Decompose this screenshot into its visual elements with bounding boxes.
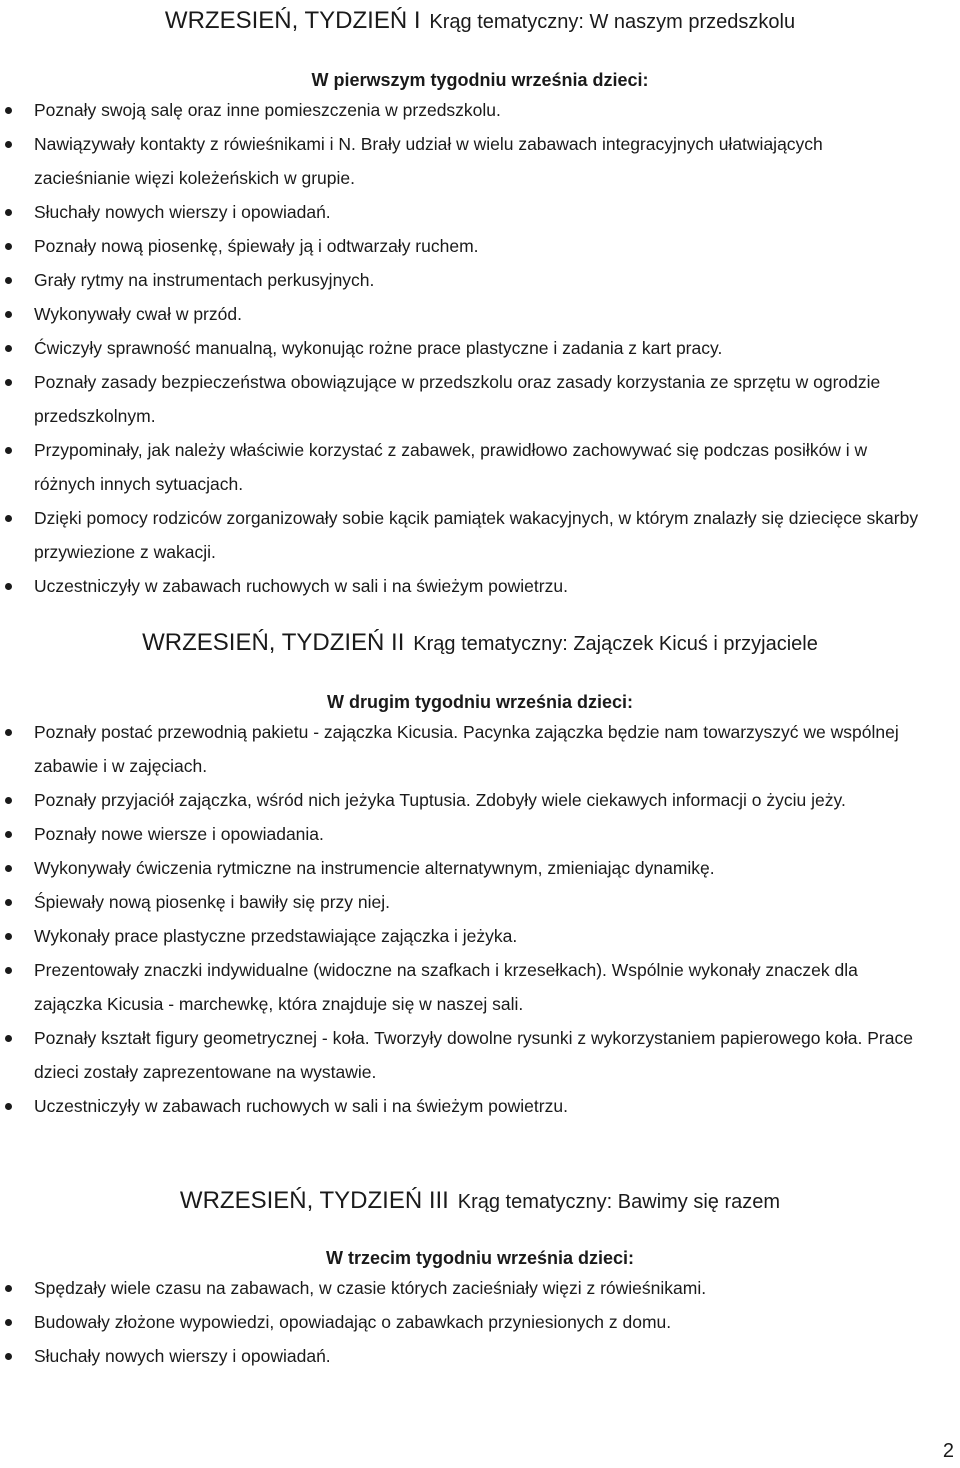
list-item: Budowały złożone wypowiedzi, opowiadając o zabawkach przyniesionych z domu. <box>0 1305 960 1339</box>
week-2-list <box>0 715 960 1123</box>
page-number: 2 <box>942 1440 954 1462</box>
week-1-heading-theme: Krąg tematyczny: W naszym przedszkolu <box>429 11 796 33</box>
list-item: Poznały kształt figury geometrycznej - koła. Tworzyły dowolne rysunki z wykorzystaniem papierowego koła. Prace dzieci zostały zaprezentowane na wystawie. <box>0 1021 960 1089</box>
list-item: Prezentowały znaczki indywidualne (widoczne na szafkach i krzesełkach). Wspólnie wykonały znaczek dla zajączka Kicusia - marchewkę, która znajduje się w naszej sali. <box>0 953 960 1021</box>
list-item: Ćwiczyły sprawność manualną, wykonując rożne prace plastyczne i zadania z kart pracy. <box>0 331 960 365</box>
list-item: Dzięki pomocy rodziców zorganizowały sobie kącik pamiątek wakacyjnych, w którym znalazły się dziecięce skarby przywiezione z wakacji. <box>0 501 960 569</box>
week-2-heading <box>0 622 960 661</box>
week-1-intro: W pierwszym tygodniu września dzieci: <box>311 70 649 90</box>
week-2-heading-main: WRZESIEŃ, TYDZIEŃ II <box>142 629 405 656</box>
list-item: Wykonywały cwał w przód. <box>0 297 960 331</box>
week-3-heading-main: WRZESIEŃ, TYDZIEŃ III <box>179 1187 449 1214</box>
week-2-intro: W drugim tygodniu września dzieci: <box>326 692 634 712</box>
list-item: Poznały nową piosenkę, śpiewały ją i odtwarzały ruchem. <box>0 229 960 263</box>
list-item: Wykonały prace plastyczne przedstawiające zajączka i jeżyka. <box>0 919 960 953</box>
list-item: Poznały postać przewodnią pakietu - zajączka Kicusia. Pacynka zajączka będzie nam towarzyszyć we wspólnej zabawie i w zajęciach. <box>0 715 960 783</box>
list-item: Poznały nowe wiersze i opowiadania. <box>0 817 960 851</box>
list-item: Poznały przyjaciół zajączka, wśród nich jeżyka Tuptusia. Zdobyły wiele ciekawych informacji o życiu jeży. <box>0 783 960 817</box>
list-item: Uczestniczyły w zabawach ruchowych w sali i na świeżym powietrzu. <box>0 569 960 603</box>
list-item: Nawiązywały kontakty z rówieśnikami i N. Brały udział w wielu zabawach integracyjnych ułatwiających zacieśnianie więzi koleżeńskich w grupie. <box>0 127 960 195</box>
list-item: Uczestniczyły w zabawach ruchowych w sali i na świeżym powietrzu. <box>0 1089 960 1123</box>
week-2-heading-theme: Krąg tematyczny: Zajączek Kicuś i przyjaciele <box>413 633 818 655</box>
list-item: Śpiewały nową piosenkę i bawiły się przy niej. <box>0 885 960 919</box>
list-item: Poznały zasady bezpieczeństwa obowiązujące w przedszkolu oraz zasady korzystania ze sprzętu w ogrodzie przedszkolnym. <box>0 365 960 433</box>
list-item: Grały rytmy na instrumentach perkusyjnych. <box>0 263 960 297</box>
week-3-list <box>0 1271 960 1373</box>
week-3-heading <box>0 1180 960 1219</box>
week-1-section <box>0 0 960 603</box>
list-item: Słuchały nowych wierszy i opowiadań. <box>0 1339 960 1373</box>
list-item: Przypominały, jak należy właściwie korzystać z zabawek, prawidłowo zachowywać się podczas posiłków i w różnych innych sytuacjach. <box>0 433 960 501</box>
list-item: Słuchały nowych wierszy i opowiadań. <box>0 195 960 229</box>
week-1-heading-main: WRZESIEŃ, TYDZIEŃ I <box>164 7 421 34</box>
list-item: Poznały swoją salę oraz inne pomieszczenia w przedszkolu. <box>0 93 960 127</box>
week-1-list <box>0 93 960 603</box>
week-1-heading <box>0 0 960 37</box>
list-item: Wykonywały ćwiczenia rytmiczne na instrumencie alternatywnym, zmieniając dynamikę. <box>0 851 960 885</box>
week-3-intro: W trzecim tygodniu września dzieci: <box>325 1248 635 1268</box>
week-3-heading-theme: Krąg tematyczny: Bawimy się razem <box>457 1191 781 1213</box>
week-2-section <box>0 622 960 1123</box>
week-3-section <box>0 1180 960 1373</box>
list-item: Spędzały wiele czasu na zabawach, w czasie których zacieśniały więzi z rówieśnikami. <box>0 1271 960 1305</box>
